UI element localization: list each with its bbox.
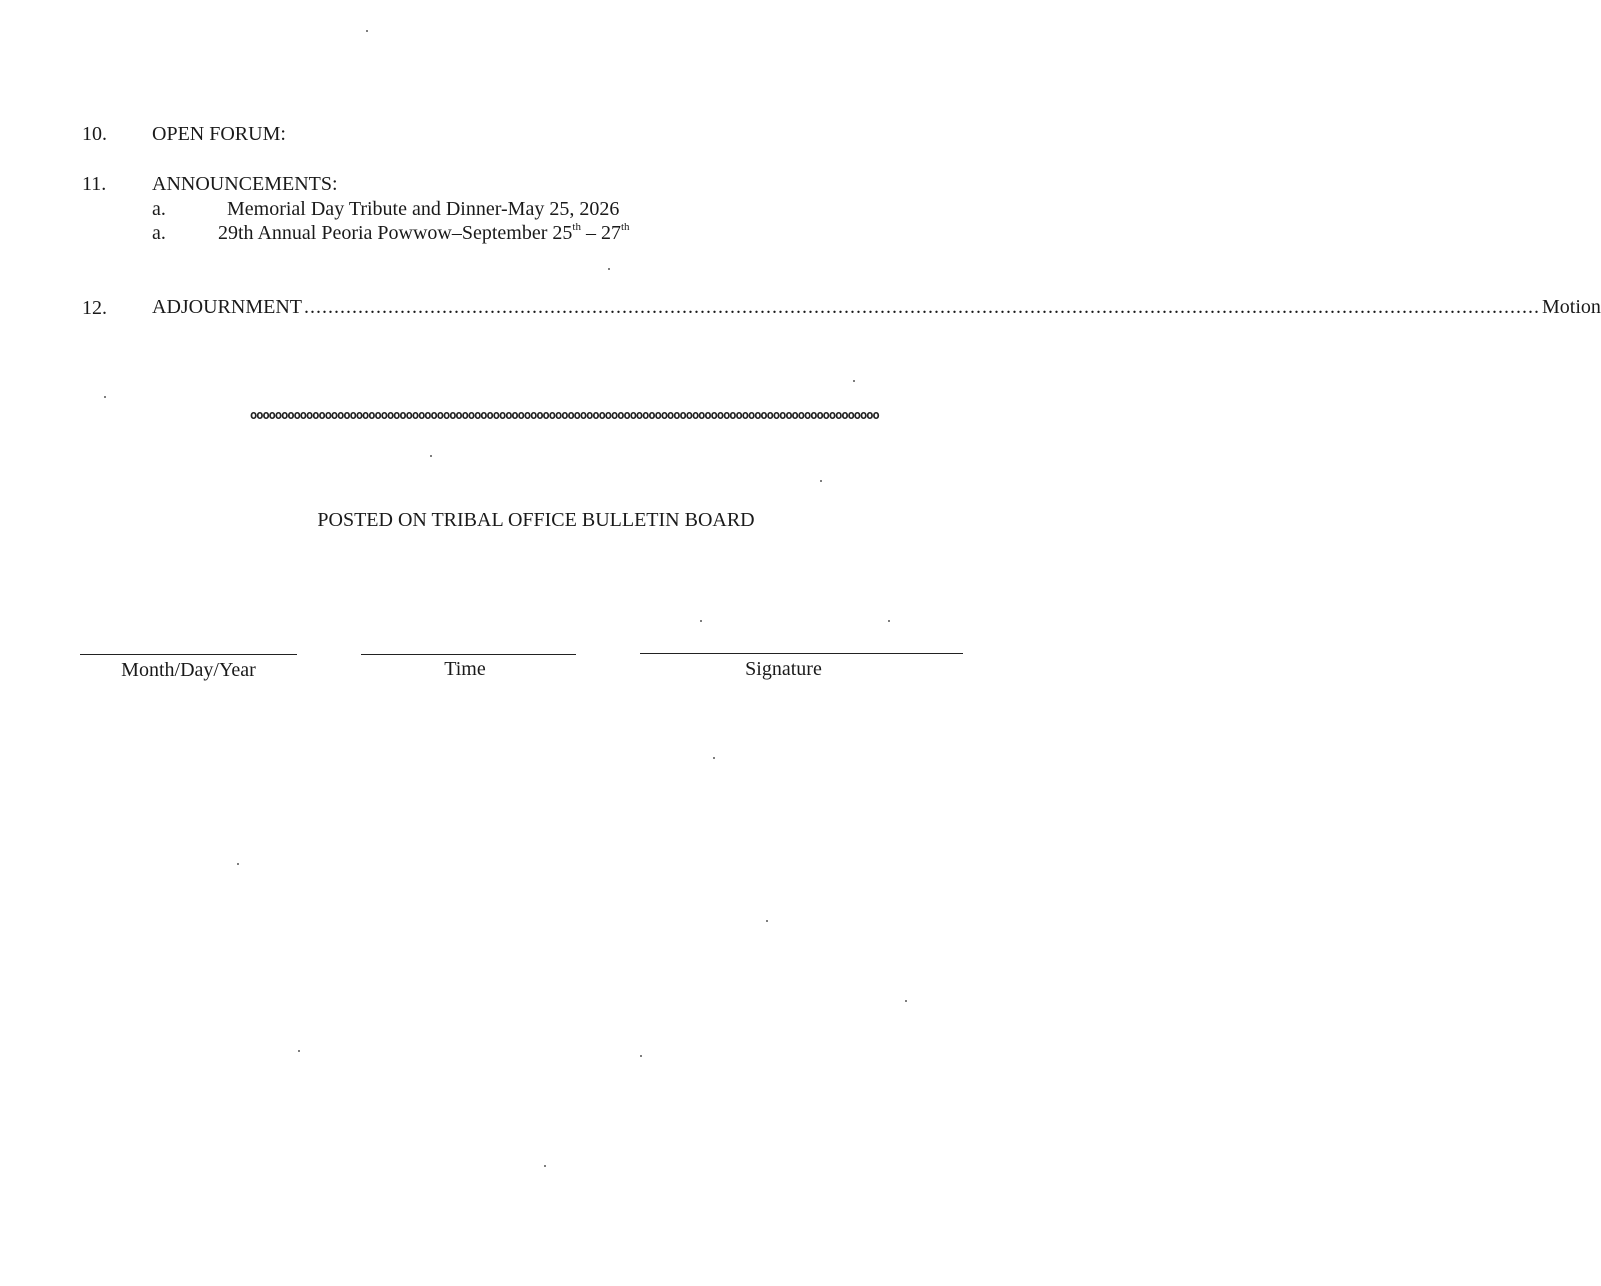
- dot-leader: ..............................................................................................................................................................................................................: [304, 296, 1540, 318]
- date-line: [80, 654, 297, 655]
- item-number: 10.: [82, 123, 107, 145]
- item-label: ANNOUNCEMENTS:: [152, 173, 338, 195]
- time-label: Time: [444, 658, 486, 680]
- date-label: Month/Day/Year: [121, 659, 256, 681]
- posted-notice: POSTED ON TRIBAL OFFICE BULLETIN BOARD: [317, 509, 755, 531]
- item-label: ADJOURNMENT: [152, 296, 302, 318]
- announcement-letter: a.: [152, 198, 166, 220]
- item-number: 12.: [82, 297, 107, 319]
- announcement-text: 29th Annual Peoria Powwow–September 25th – 27th: [218, 221, 630, 244]
- time-line: [361, 654, 576, 655]
- decorative-divider: ooooooooooooooooooooooooooooooooooooooooooooooooooooooooooooooooooooooooooooooooooooooooooooooooooooo: [250, 408, 879, 422]
- signature-line: [640, 653, 963, 654]
- agenda-item-adjournment: [152, 295, 1601, 321]
- announcement-letter: a.: [152, 222, 166, 244]
- item-number: 11.: [82, 173, 107, 195]
- signature-label: Signature: [745, 658, 822, 680]
- announcement-text: Memorial Day Tribute and Dinner-May 25, 2026: [227, 198, 620, 220]
- item-action: Motion: [1542, 296, 1601, 318]
- item-label: OPEN FORUM:: [152, 123, 286, 145]
